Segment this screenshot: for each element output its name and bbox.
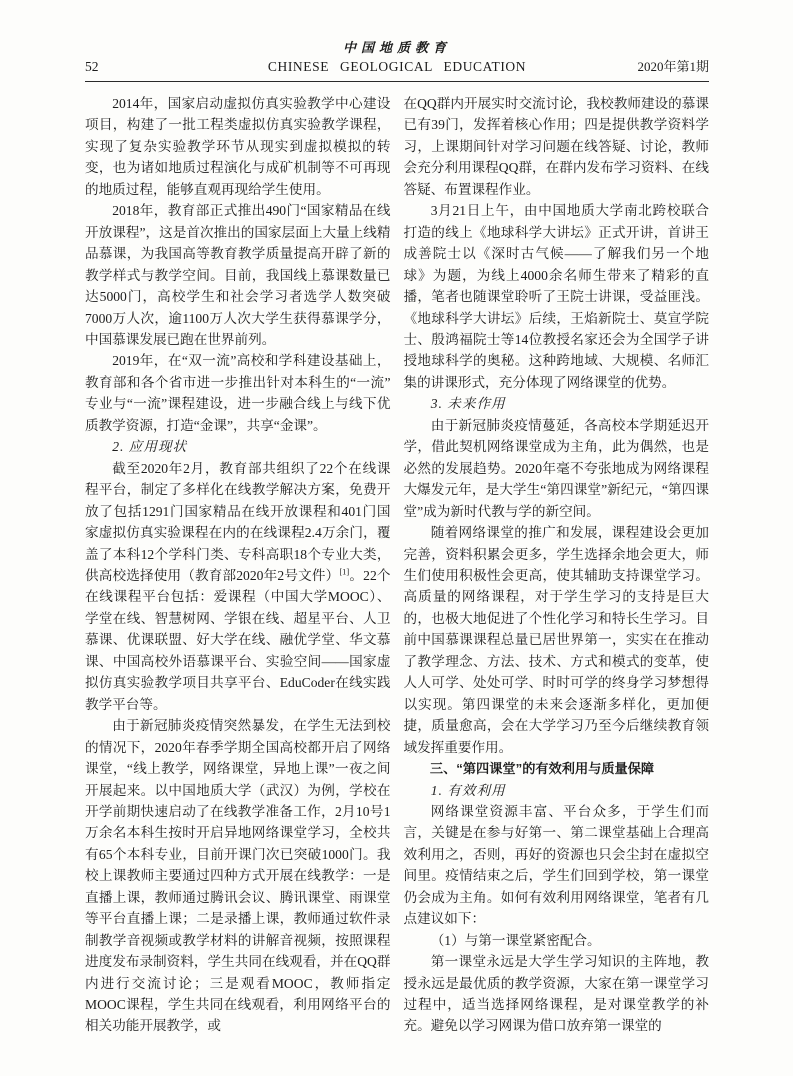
- column-right: [404, 93, 710, 1037]
- page-number: 52: [85, 59, 99, 74]
- paragraph: 截至2020年2月，教育部共组织了22个在线课程平台，制定了多样化在线教学解决方案，免费开放了包括1291门国家精品在线开放课程和401门国家虚拟仿真实验课程在内的在线课程2.4万余门，覆盖了本科12个学科门类、专科高职18个专业大类，供高校选择使用（教育部2020年2号文件）[1]。22个在线课程平台包括：爱课程（中国大学MOOC）、学堂在线、智慧树网、学银在线、超星平台、人卫慕课、优课联盟、好大学在线、融优学堂、华文慕课、中国高校外语慕课平台、实验空间——国家虚拟仿真实验教学项目共享平台、EduCoder在线实践教学平台等。: [85, 460, 391, 712]
- paragraph: 2019年，在“双一流”高校和学科建设基础上，教育部和各个省市进一步推出针对本科生的“一流”专业与“一流”课程建设，进一步融合线上与线下优质教学资源，打造“金课”，共享“金课”。: [85, 353, 391, 433]
- issue-label: 2020年第1期: [637, 59, 709, 74]
- paragraph: 在QQ群内开展实时交流讨论，我校教师建设的慕课已有39门，发挥着核心作用；四是提供教学资料学习，上课期间针对学习问题在线答疑、讨论，教师会充分利用课程QQ群，在群内发布学习资料、在线答疑、布置课程作业。: [403, 96, 709, 197]
- paragraph: 由于新冠肺炎疫情蔓延，各高校本学期延迟开学，借此契机网络课堂成为主角，此为偶然，也是必然的发展趋势。2020年毫不夸张地成为网络课程大爆发元年，是大学生“第四课堂”新纪元，“第四课堂”成为新时代教与学的新空间。: [403, 417, 709, 519]
- paragraph: 2018年，教育部正式推出490门“国家精品在线开放课程”，这是首次推出的国家层面上大量上线精品慕课，为我国高等教育教学质量提高开辟了新的教学样式与教学空间。目前，我国线上慕课数量已达5000门，高校学生和社会学习者选学人数突破7000万人次，逾1100万人次大学生获得慕课学分，中国慕课发展已跑在世界前列。: [85, 203, 391, 347]
- header-rule: [85, 81, 709, 82]
- paragraph: 第一课堂永远是大学生学习知识的主阵地，教授永远是最优质的教学资源，大家在第一课堂学习过程中，适当选择网络课程，是对课堂教学的补充。避免以学习网课为借口放弃第一课堂的: [403, 954, 709, 1034]
- header-row: [85, 58, 709, 76]
- two-column-body: [85, 93, 709, 1037]
- journal-title-cn: 中国地质教育: [342, 40, 451, 55]
- journal-title-en: CHINESE GEOLOGICAL EDUCATION: [267, 59, 527, 74]
- section-heading: 3. 未来作用: [430, 396, 506, 412]
- paragraph: （1）与第一课堂紧密配合。: [430, 932, 601, 948]
- paragraph: 2014年，国家启动虚拟仿真实验教学中心建设项目，构建了一批工程类虚拟仿真实验教学课程，实现了复杂实验教学环节从现实到虚拟模拟的转变，也为诸如地质过程演化与成矿机制等不可再现的地质过程，能够直观再现给学生使用。: [85, 96, 391, 197]
- column-left: [85, 93, 391, 1037]
- footnote-marker: [1]: [339, 566, 350, 577]
- paragraph: 网络课堂资源丰富、平台众多，于学生们而言，关键是在参与好第一、第二课堂基础上合理高效利用之，否则，再好的资源也只会尘封在虚拟空间里。疫情结束之后，学生们回到学校，第一课堂仍会成为主角。如何有效利用网络课堂，笔者有几点建议如下：: [403, 803, 709, 927]
- section-heading: 2. 应用现状: [112, 439, 188, 455]
- section-heading: 1. 有效利用: [430, 782, 506, 798]
- paragraph: 随着网络课堂的推广和发展，课程建设会更加完善，资料积累会更多，学生选择余地会更大，师生们使用积极性会更高，使其辅助支持课堂学习。高质量的网络课程，对于学生学习的支持是巨大的，也极大地促进了个性化学习和特长生学习。目前中国慕课课程总量已居世界第一，实实在在推动了教学理念、方法、技术、方式和模式的变革，使人人可学、处处可学、时时可学的终身学习梦想得以实现。第四课堂的未来会逐渐多样化，更加便捷，质量愈高，会在大学学习乃至今后继续教育领域发挥重要作用。: [403, 525, 709, 755]
- section-heading: 三、“第四课堂”的有效利用与质量保障: [429, 761, 655, 777]
- paragraph: 3月21日上午，由中国地质大学南北跨校联合打造的线上《地球科学大讲坛》正式开讲，首讲王成善院士以《深时古气候——了解我们另一个地球》为题，为线上4000余名师生带来了精彩的直播，笔者也随课堂聆听了王院士讲课，受益匪浅。《地球科学大讲坛》后续，王焰新院士、莫宣学院士、殷鸿福院士等14位教授名家还会为全国学子讲授地球科学的奥秘。这种跨地域、大规模、名师汇集的讲课形式，充分体现了网络课堂的优势。: [403, 203, 709, 390]
- paragraph: 由于新冠肺炎疫情突然暴发，在学生无法到校的情况下，2020年春季学期全国高校都开启了网络课堂，“线上教学，网络课堂，异地上课”一夜之间开展起来。以中国地质大学（武汉）为例，学校在开学前期快速启动了在线教学准备工作，2月10号1万余名本科生按时开启异地网络课堂学习，全校共有65个本科专业，目前开课门次已突破1000门。我校上课教师主要通过四种方式开展在线教学：一是直播上课，教师通过腾讯会议、腾讯课堂、雨课堂等平台直播上课；二是录播上课，教师通过软件录制教学音视频或教学材料的讲解音视频，按照课程进度发布录制资料，学生共同在线观看，并在QQ群内进行交流讨论；三是观看MOOC，教师指定MOOC课程，学生共同在线观看，利用网络平台的相关功能开展教学，或: [85, 718, 391, 1034]
